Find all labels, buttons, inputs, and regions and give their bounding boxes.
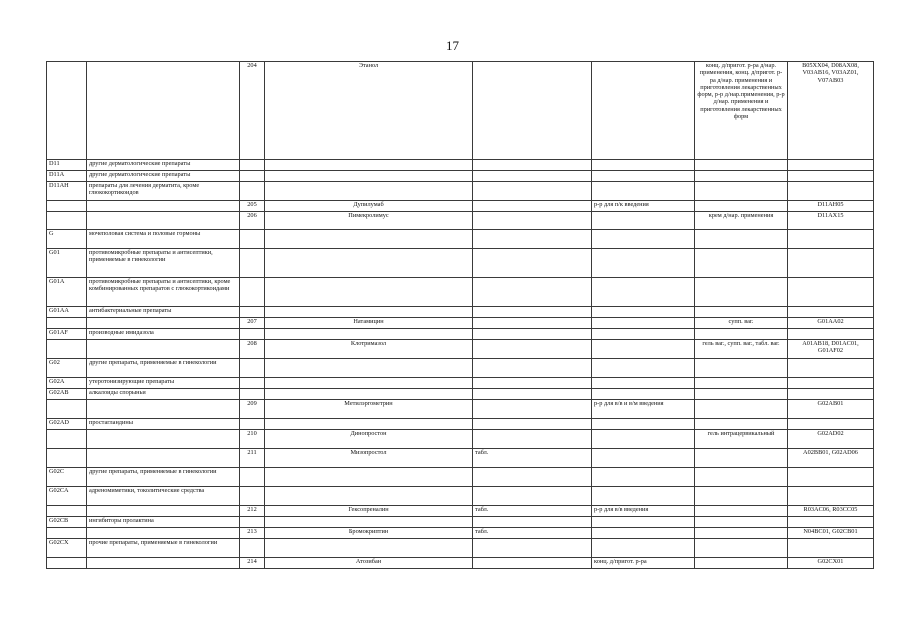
oral-form xyxy=(473,419,592,430)
drug-name xyxy=(265,249,473,278)
table-row xyxy=(47,62,874,160)
table-body xyxy=(47,62,874,569)
atc-group-code xyxy=(47,528,87,539)
oral-form xyxy=(473,487,592,506)
atc-group-code: G02A xyxy=(47,378,87,389)
table-row xyxy=(47,517,874,528)
injection-form: р-р для в/в и в/м введения xyxy=(592,400,695,419)
atc-group-code: G02 xyxy=(47,359,87,378)
dosage-form xyxy=(695,517,788,528)
dosage-form xyxy=(695,230,788,249)
dosage-form xyxy=(695,160,788,171)
group-description: другие дерматологические препараты xyxy=(87,160,240,171)
atc-group-code: G02CA xyxy=(47,487,87,506)
atc-code xyxy=(788,517,874,528)
dosage-form xyxy=(695,171,788,182)
table-row xyxy=(47,307,874,318)
table-row xyxy=(47,340,874,359)
table-row xyxy=(47,389,874,400)
group-description: противомикробные препараты и антисептики, применяемые в гинекологии xyxy=(87,249,240,278)
injection-form xyxy=(592,359,695,378)
atc-group-code: G01A xyxy=(47,278,87,307)
injection-form: конц. д/пригот. р-ра xyxy=(592,558,695,569)
atc-group-code: G01 xyxy=(47,249,87,278)
injection-form xyxy=(592,389,695,400)
oral-form: табл. xyxy=(473,449,592,468)
atc-code xyxy=(788,389,874,400)
dosage-form xyxy=(695,449,788,468)
item-number: 212 xyxy=(240,506,265,517)
item-number xyxy=(240,171,265,182)
dosage-form xyxy=(695,419,788,430)
oral-form xyxy=(473,201,592,212)
item-number xyxy=(240,230,265,249)
injection-form xyxy=(592,340,695,359)
atc-group-code xyxy=(47,201,87,212)
table-row xyxy=(47,171,874,182)
drug-name xyxy=(265,329,473,340)
drug-name xyxy=(265,160,473,171)
atc-group-code: G02AD xyxy=(47,419,87,430)
item-number xyxy=(240,278,265,307)
dosage-form xyxy=(695,359,788,378)
oral-form xyxy=(473,400,592,419)
table-row xyxy=(47,230,874,249)
item-number: 210 xyxy=(240,430,265,449)
oral-form: табл. xyxy=(473,506,592,517)
atc-code xyxy=(788,419,874,430)
drug-name: Мизопростол xyxy=(265,449,473,468)
drug-name xyxy=(265,278,473,307)
atc-group-code: G xyxy=(47,230,87,249)
atc-group-code: G01AA xyxy=(47,307,87,318)
atc-code xyxy=(788,160,874,171)
dosage-form xyxy=(695,307,788,318)
item-number: 204 xyxy=(240,62,265,160)
atc-code xyxy=(788,359,874,378)
group-description xyxy=(87,430,240,449)
atc-group-code xyxy=(47,318,87,329)
atc-code xyxy=(788,378,874,389)
drug-name xyxy=(265,307,473,318)
group-description xyxy=(87,212,240,230)
table-row xyxy=(47,249,874,278)
drug-name: Атозибан xyxy=(265,558,473,569)
dosage-form xyxy=(695,201,788,212)
table-row xyxy=(47,419,874,430)
item-number xyxy=(240,249,265,278)
oral-form xyxy=(473,340,592,359)
group-description: антибактериальные препараты xyxy=(87,307,240,318)
atc-code: D11AX15 xyxy=(788,212,874,230)
item-number xyxy=(240,487,265,506)
injection-form xyxy=(592,318,695,329)
atc-code: D11AH05 xyxy=(788,201,874,212)
group-description: адреномиметики, токолитические средства xyxy=(87,487,240,506)
oral-form xyxy=(473,182,592,201)
table-row xyxy=(47,430,874,449)
oral-form xyxy=(473,517,592,528)
drug-name xyxy=(265,419,473,430)
atc-code xyxy=(788,230,874,249)
injection-form xyxy=(592,278,695,307)
drug-name xyxy=(265,182,473,201)
item-number: 205 xyxy=(240,201,265,212)
injection-form xyxy=(592,329,695,340)
dosage-form xyxy=(695,249,788,278)
group-description: другие препараты, применяемые в гинекологии xyxy=(87,359,240,378)
group-description: алкалоиды спорыньи xyxy=(87,389,240,400)
atc-code xyxy=(788,278,874,307)
drug-name xyxy=(265,487,473,506)
atc-code: B05XX04, D08AX08, V03AB16, V03AZ01, V07AB03 xyxy=(788,62,874,160)
drug-name xyxy=(265,517,473,528)
group-description xyxy=(87,201,240,212)
table-row xyxy=(47,359,874,378)
injection-form xyxy=(592,212,695,230)
atc-code: R03AC06, R03CC05 xyxy=(788,506,874,517)
item-number xyxy=(240,182,265,201)
drug-name xyxy=(265,389,473,400)
table-row xyxy=(47,182,874,201)
atc-code xyxy=(788,307,874,318)
dosage-form xyxy=(695,528,788,539)
atc-group-code xyxy=(47,430,87,449)
oral-form xyxy=(473,359,592,378)
injection-form xyxy=(592,539,695,558)
group-description: препараты для лечения дерматита, кроме глюкокортикоидов xyxy=(87,182,240,201)
drug-name xyxy=(265,171,473,182)
table-row xyxy=(47,449,874,468)
injection-form xyxy=(592,307,695,318)
drug-name xyxy=(265,230,473,249)
table-row xyxy=(47,558,874,569)
oral-form xyxy=(473,62,592,160)
injection-form xyxy=(592,182,695,201)
injection-form: р-р для п/к введения xyxy=(592,201,695,212)
table-row xyxy=(47,318,874,329)
drug-name: Этанол xyxy=(265,62,473,160)
oral-form xyxy=(473,318,592,329)
drug-name xyxy=(265,378,473,389)
injection-form: р-р для в/в введения xyxy=(592,506,695,517)
atc-code: A01AB18, D01AC01, G01AF02 xyxy=(788,340,874,359)
atc-code xyxy=(788,487,874,506)
table-row xyxy=(47,539,874,558)
item-number xyxy=(240,160,265,171)
table-row xyxy=(47,201,874,212)
table-row xyxy=(47,468,874,487)
group-description xyxy=(87,449,240,468)
injection-form xyxy=(592,449,695,468)
drug-name: Бромокриптин xyxy=(265,528,473,539)
drug-name xyxy=(265,539,473,558)
oral-form: табл. xyxy=(473,528,592,539)
item-number xyxy=(240,419,265,430)
drug-name xyxy=(265,468,473,487)
item-number: 207 xyxy=(240,318,265,329)
injection-form xyxy=(592,171,695,182)
table-row xyxy=(47,212,874,230)
atc-group-code: D11 xyxy=(47,160,87,171)
oral-form xyxy=(473,249,592,278)
atc-group-code xyxy=(47,400,87,419)
atc-group-code: G01AF xyxy=(47,329,87,340)
dosage-form xyxy=(695,539,788,558)
atc-group-code xyxy=(47,506,87,517)
injection-form xyxy=(592,249,695,278)
atc-group-code: G02AB xyxy=(47,389,87,400)
group-description: мочеполовая система и половые гормоны xyxy=(87,230,240,249)
dosage-form xyxy=(695,468,788,487)
injection-form xyxy=(592,468,695,487)
atc-code xyxy=(788,539,874,558)
drug-name: Натамицин xyxy=(265,318,473,329)
injection-form xyxy=(592,528,695,539)
atc-group-code xyxy=(47,62,87,160)
injection-form xyxy=(592,378,695,389)
drug-name: Динопростон xyxy=(265,430,473,449)
group-description: ингибиторы пролактина xyxy=(87,517,240,528)
injection-form xyxy=(592,62,695,160)
oral-form xyxy=(473,389,592,400)
item-number xyxy=(240,389,265,400)
oral-form xyxy=(473,171,592,182)
item-number: 213 xyxy=(240,528,265,539)
dosage-form xyxy=(695,182,788,201)
drug-name xyxy=(265,359,473,378)
atc-group-code: D11AH xyxy=(47,182,87,201)
dosage-form xyxy=(695,506,788,517)
group-description xyxy=(87,400,240,419)
dosage-form xyxy=(695,278,788,307)
drug-list-table xyxy=(46,61,874,569)
atc-code: G02AD02 xyxy=(788,430,874,449)
oral-form xyxy=(473,329,592,340)
item-number: 211 xyxy=(240,449,265,468)
atc-group-code xyxy=(47,449,87,468)
atc-code: A02BB01, G02AD06 xyxy=(788,449,874,468)
oral-form xyxy=(473,230,592,249)
table-row xyxy=(47,329,874,340)
injection-form xyxy=(592,419,695,430)
atc-group-code xyxy=(47,340,87,359)
atc-code: N04BC01, G02CB01 xyxy=(788,528,874,539)
group-description xyxy=(87,558,240,569)
injection-form xyxy=(592,517,695,528)
item-number: 206 xyxy=(240,212,265,230)
dosage-form xyxy=(695,389,788,400)
group-description xyxy=(87,506,240,517)
atc-code xyxy=(788,468,874,487)
atc-group-code xyxy=(47,212,87,230)
dosage-form xyxy=(695,378,788,389)
atc-group-code: G02C xyxy=(47,468,87,487)
group-description: другие дерматологические препараты xyxy=(87,171,240,182)
item-number xyxy=(240,329,265,340)
table-row xyxy=(47,400,874,419)
atc-code: G01AA02 xyxy=(788,318,874,329)
table-row xyxy=(47,506,874,517)
item-number xyxy=(240,359,265,378)
table-row xyxy=(47,278,874,307)
drug-name: Гексопреналин xyxy=(265,506,473,517)
group-description: другие препараты, применяемые в гинекологии xyxy=(87,468,240,487)
oral-form xyxy=(473,307,592,318)
dosage-form xyxy=(695,329,788,340)
group-description xyxy=(87,340,240,359)
injection-form xyxy=(592,430,695,449)
dosage-form: супп. ваг. xyxy=(695,318,788,329)
item-number xyxy=(240,539,265,558)
drug-name: Клотримазол xyxy=(265,340,473,359)
item-number: 209 xyxy=(240,400,265,419)
dosage-form: крем д/нар. применения xyxy=(695,212,788,230)
dosage-form: гель интрацервикальный xyxy=(695,430,788,449)
atc-code xyxy=(788,171,874,182)
dosage-form xyxy=(695,558,788,569)
atc-code: G02AB01 xyxy=(788,400,874,419)
group-description: простагландины xyxy=(87,419,240,430)
dosage-form xyxy=(695,487,788,506)
item-number xyxy=(240,307,265,318)
group-description xyxy=(87,62,240,160)
item-number: 208 xyxy=(240,340,265,359)
injection-form xyxy=(592,230,695,249)
injection-form xyxy=(592,487,695,506)
atc-group-code: G02CX xyxy=(47,539,87,558)
group-description: утеротонизирующие препараты xyxy=(87,378,240,389)
drug-name: Пимекролимус xyxy=(265,212,473,230)
item-number: 214 xyxy=(240,558,265,569)
page-number: 17 xyxy=(446,38,459,53)
oral-form xyxy=(473,278,592,307)
atc-code: G02CX01 xyxy=(788,558,874,569)
atc-group-code: G02CB xyxy=(47,517,87,528)
oral-form xyxy=(473,558,592,569)
atc-group-code: D11A xyxy=(47,171,87,182)
oral-form xyxy=(473,430,592,449)
oral-form xyxy=(473,539,592,558)
group-description xyxy=(87,318,240,329)
table-row xyxy=(47,160,874,171)
atc-code xyxy=(788,182,874,201)
oral-form xyxy=(473,468,592,487)
oral-form xyxy=(473,378,592,389)
group-description xyxy=(87,528,240,539)
group-description: противомикробные препараты и антисептики, кроме комбинированных препаратов с глюкокортикоидами xyxy=(87,278,240,307)
oral-form xyxy=(473,160,592,171)
atc-group-code xyxy=(47,558,87,569)
atc-code xyxy=(788,329,874,340)
dosage-form xyxy=(695,400,788,419)
table-row xyxy=(47,487,874,506)
injection-form xyxy=(592,160,695,171)
group-description: производные имидазола xyxy=(87,329,240,340)
table-row xyxy=(47,378,874,389)
table-row xyxy=(47,528,874,539)
drug-name: Дупилумаб xyxy=(265,201,473,212)
oral-form xyxy=(473,212,592,230)
dosage-form: гель ваг., супп. ваг., табл. ваг. xyxy=(695,340,788,359)
dosage-form: конц. д/пригот. р-ра д/нар. применения, конц. д/пригот. р-ра д/нар. применения и приготовления лекарственных форм, р-р д/нар.применения, р-р д/нар. применения и приготовления лекарственных форм xyxy=(695,62,788,160)
atc-code xyxy=(788,249,874,278)
item-number xyxy=(240,468,265,487)
item-number xyxy=(240,517,265,528)
drug-name: Метилэргометрин xyxy=(265,400,473,419)
group-description: прочие препараты, применяемые в гинекологии xyxy=(87,539,240,558)
item-number xyxy=(240,378,265,389)
